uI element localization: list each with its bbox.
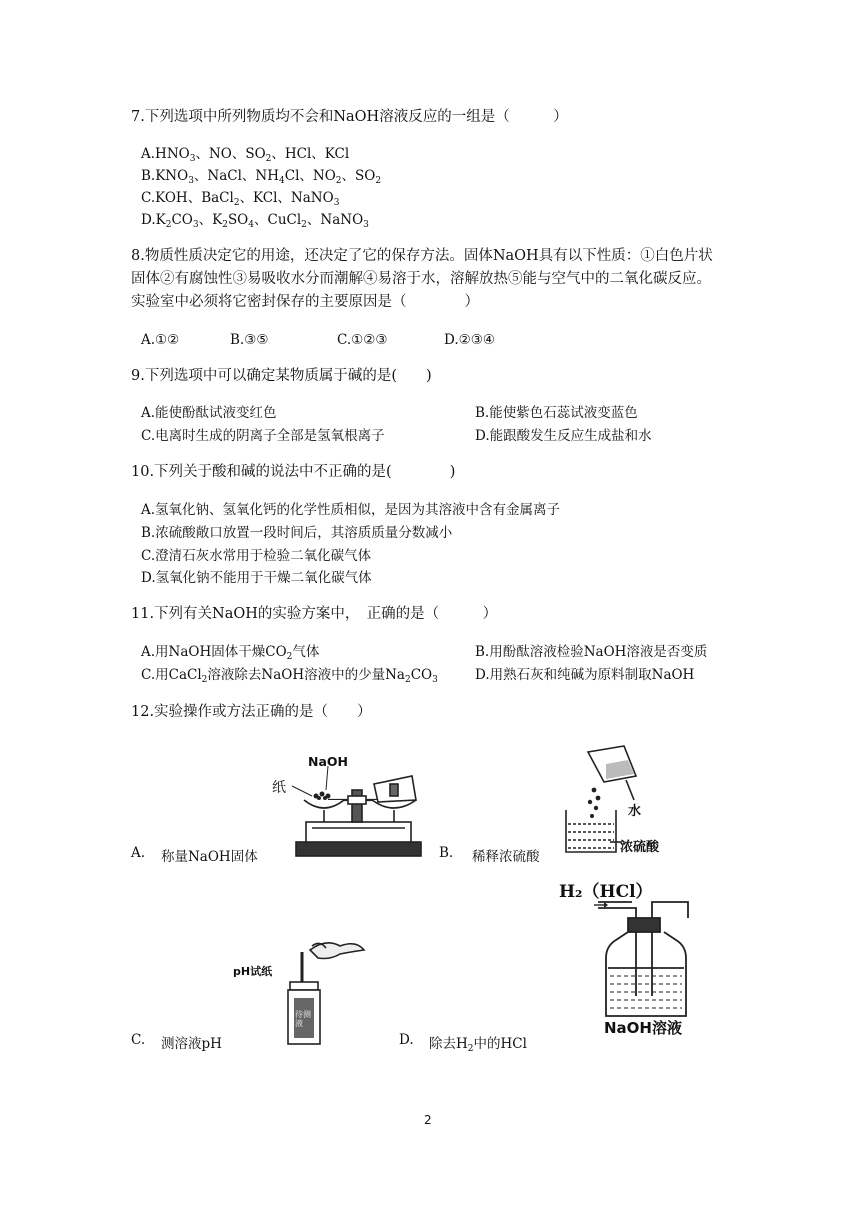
q9-option-b: B.能使紫色石蕊试液变蓝色	[475, 405, 638, 421]
gas-wash-gas-label: H₂（HCl）	[559, 882, 653, 902]
q9-option-c: C.电离时生成的阴离子全部是氢氧根离子	[141, 428, 385, 444]
q7-option-d: $D.K_2CO_3$、$K_2SO_4$、CuCl$_2$、NaNO$_3$	[141, 212, 369, 230]
balance-figure	[266, 752, 436, 860]
q12-option-b-letter: B.	[439, 845, 454, 861]
q12-option-b-text: 稀释浓硫酸	[472, 849, 540, 865]
q10-stem: 10.下列关于酸和碱的说法中不正确的是( )	[131, 464, 456, 480]
q12-stem: 12.实验操作或方法正确的是（ ）	[131, 704, 372, 720]
q9-option-a: A.能使酚酞试液变红色	[141, 405, 277, 421]
q8-stem-line-1: 8.物质性质决定它的用途，还决定了它的保存方法。固体NaOH具有以下性质：①白色片状	[131, 248, 713, 264]
q11-option-c: C.用CaCl$_2$溶液除去NaOH溶液中的少量$Na_2CO_3$	[141, 667, 438, 685]
ph-test-figure	[270, 936, 370, 1048]
q12-option-a-text: 称量NaOH固体	[161, 849, 258, 865]
dilution-acid-label: 浓硫酸	[620, 840, 660, 855]
q12-option-c-letter: C.	[131, 1032, 146, 1048]
q10-option-d: D.氢氧化钠不能用于干燥二氧化碳气体	[141, 570, 372, 586]
q11-option-a: A.用NaOH固体干燥$CO_2$气体	[141, 644, 320, 662]
q7-option-a: $A.HNO_3$、NO、$SO_2$、HCl、KCl	[141, 146, 350, 164]
q12-option-d-letter: D.	[399, 1032, 414, 1048]
q10-option-c: C.澄清石灰水常用于检验二氧化碳气体	[141, 548, 372, 564]
q12-option-a-letter: A.	[131, 845, 146, 861]
ph-bottle-label: 待测液	[295, 1010, 311, 1028]
page-number: 2	[424, 1113, 432, 1127]
q7-option-c: C.KOH、BaCl$_2$、KCl、NaNO$_3$	[141, 190, 340, 208]
q7-stem: 7.下列选项中所列物质均不会和NaOH溶液反应的一组是（ ）	[131, 109, 568, 125]
q8-stem-line-3: 实验室中必须将它密封保存的主要原因是（ ）	[131, 294, 479, 310]
q8-option-c: C.①②③	[337, 332, 388, 348]
q10-option-a: A.氢氧化钠、氢氧化钙的化学性质相似，是因为其溶液中含有金属离子	[141, 502, 561, 518]
gas-wash-liquid-label: NaOH溶液	[604, 1019, 682, 1037]
q9-stem: 9.下列选项中可以确定某物质属于碱的是( )	[131, 368, 432, 384]
q8-stem-line-2: 固体②有腐蚀性③易吸收水分而潮解④易溶于水，溶解放热⑤能与空气中的二氧化碳反应。	[131, 271, 711, 287]
gas-wash-figure	[592, 896, 704, 1020]
dilution-water-label: 水	[628, 804, 642, 819]
q8-option-a: A.①②	[141, 332, 180, 348]
q9-option-d: D.能跟酸发生反应生成盐和水	[475, 428, 652, 444]
balance-naoh-label: NaOH	[308, 754, 348, 769]
q8-option-d: D.②③④	[444, 332, 495, 348]
balance-paper-label: 纸	[272, 780, 286, 796]
q11-option-d: D.用熟石灰和纯碱为原料制取NaOH	[475, 667, 695, 683]
q10-option-b: B.浓硫酸敞口放置一段时间后，其溶质质量分数减小	[141, 525, 453, 541]
q11-stem: 11.下列有关NaOH的实验方案中， 正确的是（ ）	[131, 606, 498, 622]
ph-paper-label: pH试纸	[233, 965, 273, 978]
q8-option-b: B.③⑤	[230, 332, 269, 348]
q12-option-d-text: 除去$H_2$中的HCl	[429, 1036, 527, 1054]
q11-option-b: B.用酚酞溶液检验NaOH溶液是否变质	[475, 644, 708, 660]
q12-option-c-text: 测溶液pH	[161, 1036, 222, 1052]
q7-option-b: $B.KNO_3$、NaCl、$NH_4Cl$、$NO_2$、$SO_2$	[141, 168, 382, 186]
